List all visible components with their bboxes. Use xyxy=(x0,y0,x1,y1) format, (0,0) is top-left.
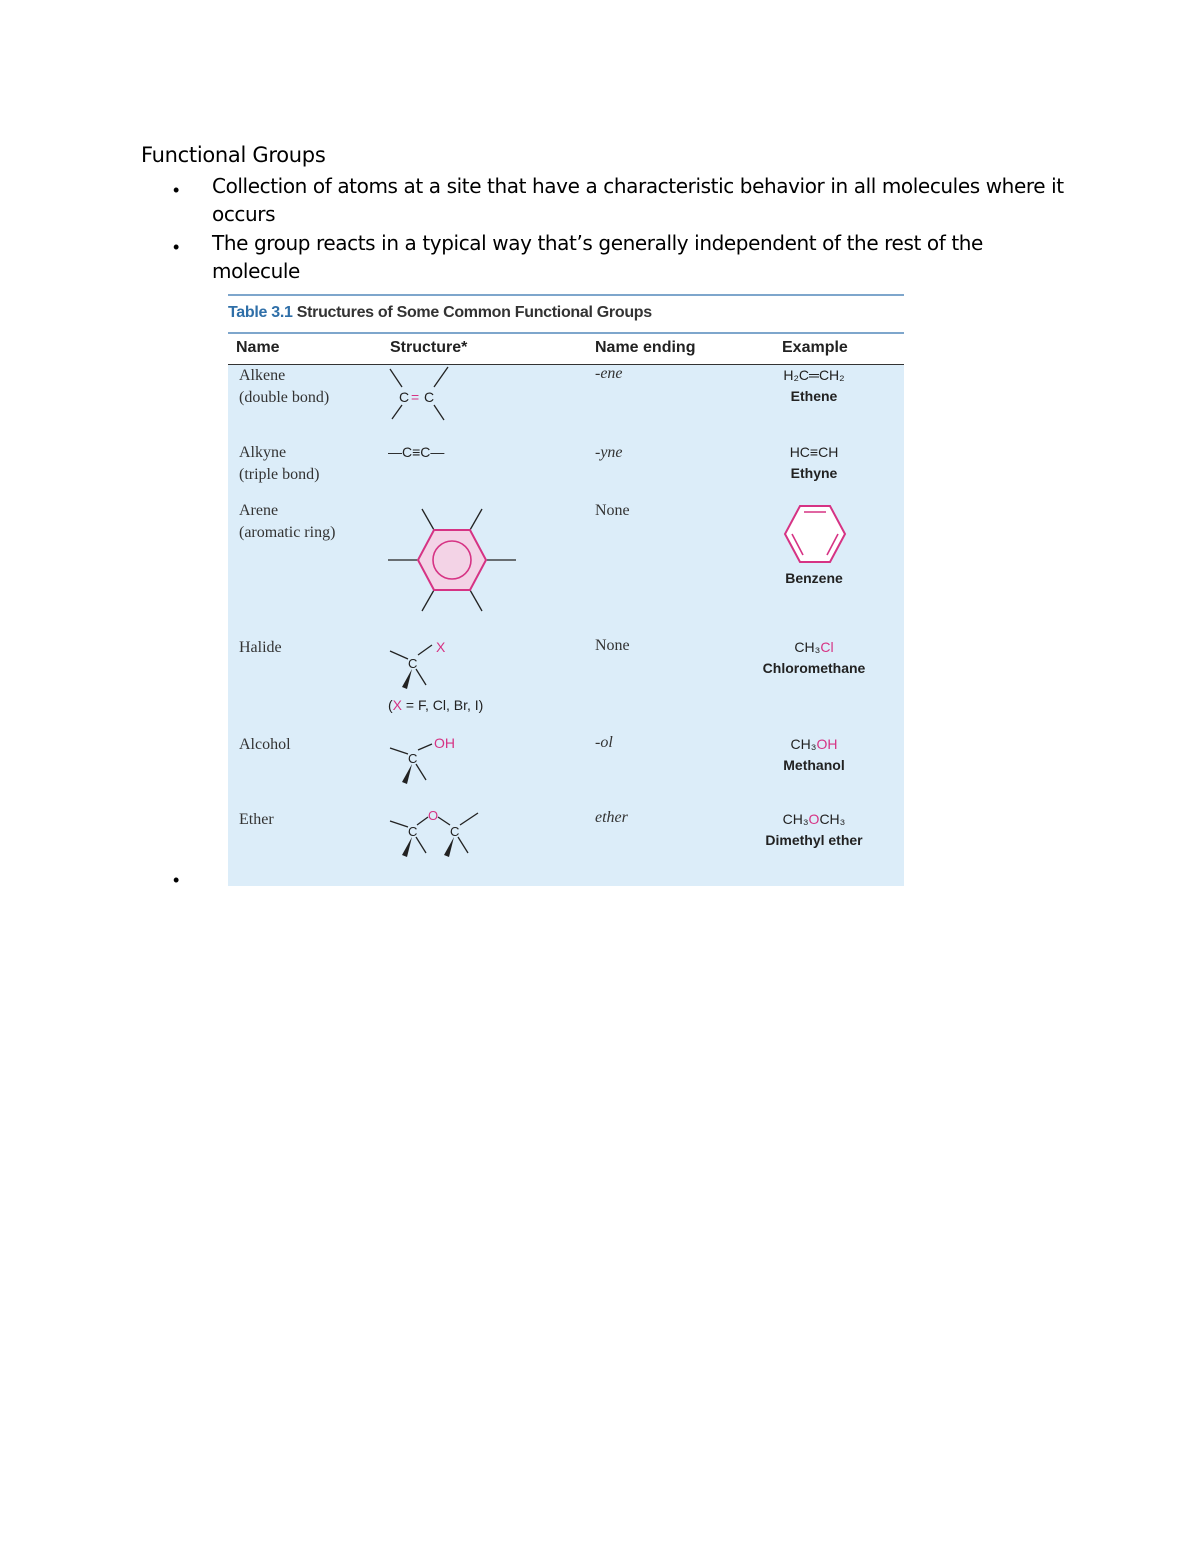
svg-text:=: = xyxy=(411,389,420,405)
row-example-alcohol: CH₃OH Methanol xyxy=(783,736,845,773)
alcohol-structure xyxy=(386,734,476,794)
row-ending-alkene: -ene xyxy=(595,365,623,382)
row-name-alkyne: Alkyne (triple bond) xyxy=(239,444,320,483)
row-ending-arene: None xyxy=(595,502,630,519)
header-ending: Name ending xyxy=(595,339,696,356)
header-name: Name xyxy=(236,339,280,356)
row-example-halide: CH₃Cl Chloromethane xyxy=(762,639,866,676)
row-name-alkene: Alkene (double bond) xyxy=(239,367,330,406)
svg-text:C: C xyxy=(399,389,410,405)
svg-text:—C≡C—: —C≡C— xyxy=(388,444,445,460)
bullet-marker: • xyxy=(173,180,180,200)
row-example-arene: Benzene xyxy=(785,570,843,586)
svg-text:C: C xyxy=(408,656,418,671)
bullet-item: The group reacts in a typical way that’s generally independent of the rest of the molecule xyxy=(212,231,983,283)
svg-text:OH: OH xyxy=(434,735,455,751)
row-ending-alcohol: -ol xyxy=(595,734,613,751)
svg-text:C: C xyxy=(408,824,418,839)
row-name-alcohol: Alcohol xyxy=(239,736,291,753)
row-name-halide: Halide xyxy=(239,639,282,656)
row-ending-alkyne: -yne xyxy=(595,444,623,461)
row-example-alkyne: HC≡CH Ethyne xyxy=(789,444,839,481)
halide-note: (X = F, Cl, Br, I) xyxy=(388,697,484,713)
table-top-rule xyxy=(228,294,904,296)
arene-structure xyxy=(386,503,521,623)
halide-structure xyxy=(386,637,466,697)
table-body xyxy=(228,365,904,886)
row-name-arene: Arene (aromatic ring) xyxy=(239,502,336,541)
alkene-structure xyxy=(378,365,478,435)
bullet-marker: • xyxy=(173,237,180,257)
svg-text:C: C xyxy=(424,389,435,405)
ether-structure xyxy=(386,807,506,867)
table-caption: Table 3.1 Structures of Some Common Functional Groups xyxy=(228,304,652,321)
functional-groups-table xyxy=(228,294,904,886)
bullet-marker: • xyxy=(173,870,180,890)
svg-text:X: X xyxy=(436,639,446,655)
page-title: Functional Groups xyxy=(141,143,326,167)
row-example-ether: CH₃OCH₃ Dimethyl ether xyxy=(765,811,863,848)
svg-text:C: C xyxy=(450,824,460,839)
alkyne-structure xyxy=(386,441,476,465)
row-name-ether: Ether xyxy=(239,811,274,828)
table-header xyxy=(228,332,904,365)
row-example-alkene: H₂C═CH₂ Ethene xyxy=(783,367,845,404)
header-structure: Structure* xyxy=(390,339,468,356)
bullet-item: Collection of atoms at a site that have a characteristic behavior in all molecules where it occurs xyxy=(212,174,1064,226)
svg-text:O: O xyxy=(428,808,439,823)
svg-text:C: C xyxy=(408,751,418,766)
row-ending-halide: None xyxy=(595,637,630,654)
benzene-icon xyxy=(782,502,848,566)
header-example: Example xyxy=(782,339,848,356)
row-ending-ether: ether xyxy=(595,809,628,826)
